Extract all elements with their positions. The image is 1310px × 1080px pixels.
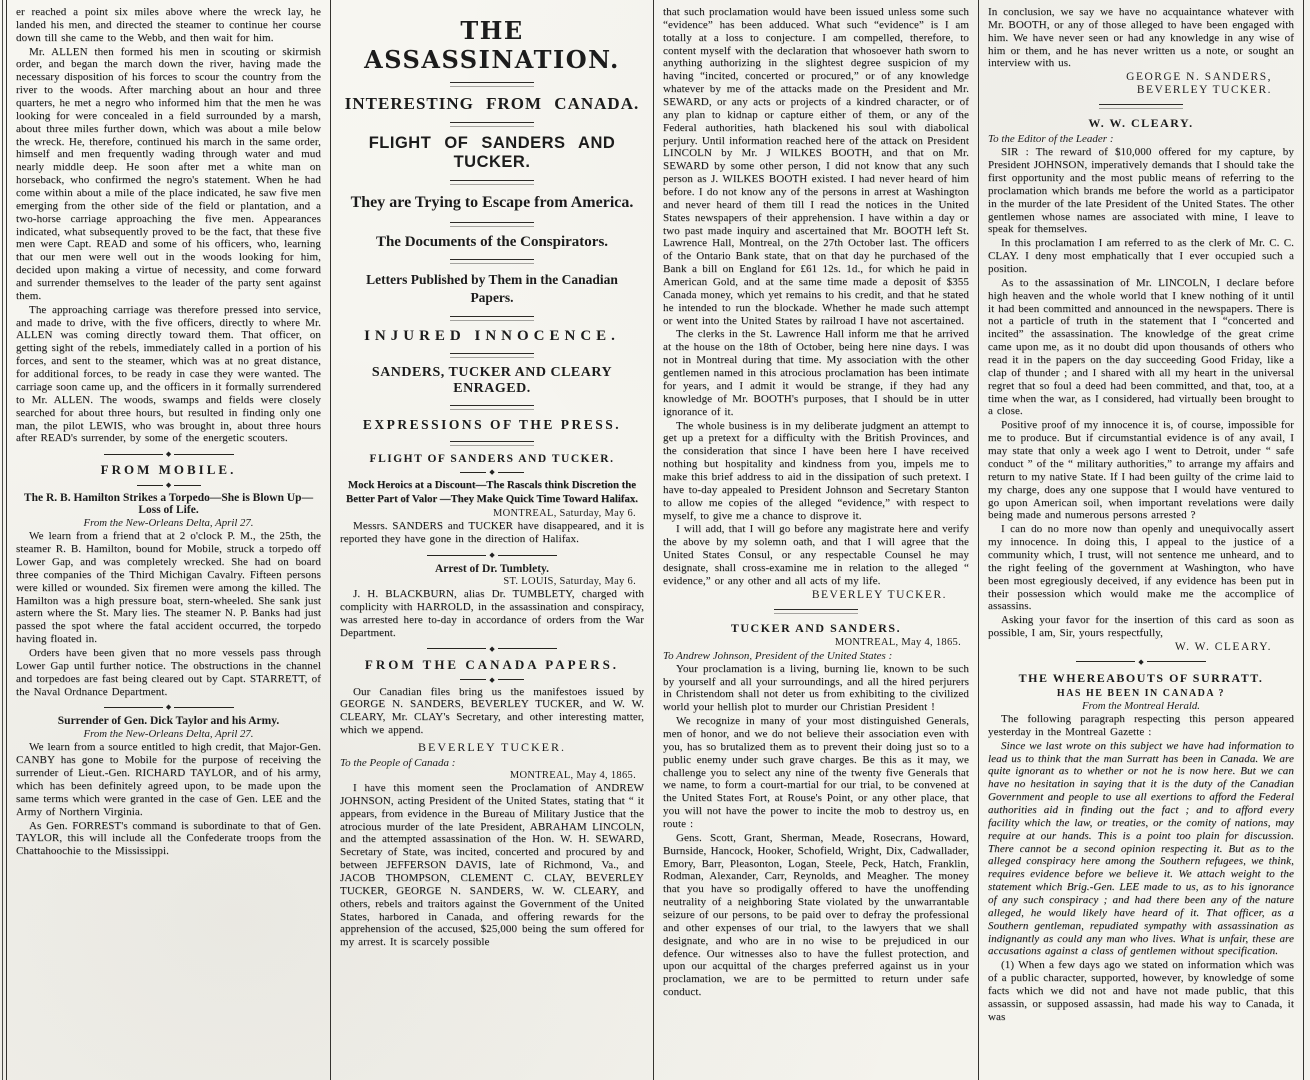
- salutation: To the People of Canada :: [340, 757, 456, 770]
- signature: BEVERLEY TUCKER.: [1136, 84, 1272, 97]
- body-paragraph: I will add, that I will go before any magistrate here and verify the above by my solemn oath, and that I will agree that the United States Consul, or any respectable Counsel he may designate, shall cross-examine me in relation to the alleged “ evidence,” or any other and all acts of my life.: [663, 523, 969, 587]
- ornament-divider: ◆: [104, 703, 234, 711]
- body-paragraph: Mr. ALLEN then formed his men in scouting or skirmish order, and began the march down the river, having made the necessary disposition of his forces to scour the country from the river to the woods. After marching about an hour and three quarters, he met a negro who informed him that the men he was looking for were concealed in a field surrounded by a marsh, about three miles further down, which was about a mile below the wreck. He, therefore, continued his march in the same order, himself and men frequently wading through water and mud nearly middle deep. He soon after met a white man on horseback, who confirmed the negro's statement. When he had come within about a mile of the place indicated, he saw five men emerging from the other side of the field or plantation, and a two-horse carriage approaching the five men. Appearances indicated, what subsequently proved to be the fact, that these five men were Capt. READ and some of his officers, who, learning that our men were well out in the woods looking for him, decided upon making a virtue of necessity, and come forward and surrender themselves to the leader of the party sent against them.: [16, 45, 321, 302]
- deck-headline: EXPRESSIONS OF THE PRESS.: [362, 417, 622, 433]
- divider-rule: [450, 82, 534, 87]
- divider-rule: [450, 316, 534, 321]
- dateline: ST. LOUIS, Saturday, May 6.: [503, 576, 636, 588]
- divider-rule: [450, 353, 534, 358]
- article-subheading: HAS HE BEEN IN CANADA ?: [1056, 687, 1226, 699]
- deck-headline: FLIGHT OF SANDERS AND TUCKER.: [368, 134, 616, 171]
- body-paragraph: I can do no more now than openly and unequivocally assert my innocence. In doing this, I appeal to the justice of a community which, I trust, will not sentence me unheard, and to the right feeling of the government at Washington, who have been most egregiously deceived, if any evidence has been put in their possession which would make me the accomplice of assassins.: [988, 523, 1294, 613]
- body-paragraph: I have this moment seen the Proclamation of ANDREW JOHNSON, acting President of the United States, stating that “ it appears, from evidence in the Bureau of Military Justice that the atrocious murder of the late President, ABRAHAM LINCOLN, and the attempted assassination of the Hon. W. H. SEWARD, Secretary of State, was incited, concerted and procured by and between JEFFERSON DAVIS, late of Richmond, Va., and JACOB THOMPSON, CLEMENT C. CLAY, BEVERLEY TUCKER, GEORGE N. SANDERS, W. W. CLEARY, and others, rebels and traitors against the Government of the United States, harbored in Canada, and offering rewards for the apprehension of the accused, $25,000 being the sum offered for my arrest. It is scarcely possible: [340, 782, 644, 949]
- article-heading: TUCKER AND SANDERS.: [730, 620, 902, 635]
- deck-headline: SANDERS, TUCKER AND CLEARY ENRAGED.: [371, 365, 613, 397]
- body-paragraph: Messrs. SANDERS and TUCKER have disappeared, and it is reported they have gone in the direction of Halifax.: [340, 520, 644, 546]
- body-paragraph: We learn from a friend that at 2 o'clock P. M., the 25th, the steamer R. B. Hamilton, bound for Mobile, struck a torpedo off Lower Gap, and was completely wrecked. She had on board three companies of the Third Michigan Cavalry. Fifteen persons were killed or wounded. Six firemen were among the killed. The Hamilton was a high pressure boat, stern-wheeled. She sank just astern where the St. Mary lies. The steamer N. P. Banks had just passed the spot where the fatal accident occurred, the torpedo having floated in.: [16, 530, 321, 646]
- article-subhead: The R. B. Hamilton Strikes a Torpedo—She is Blown Up—Loss of Life.: [23, 492, 314, 517]
- ornament-divider: ◆: [427, 551, 557, 559]
- deck-headline: INJURED INNOCENCE.: [364, 328, 620, 345]
- main-headline: THE ASSASSINATION.: [364, 16, 620, 74]
- body-paragraph: Our Canadian files bring us the manifestoes issued by GEORGE N. SANDERS, BEVERLEY TUCKER, and W. W. CLEARY, Mr. CLAY's Secretary, and other interesting matter, which we append.: [340, 685, 644, 737]
- body-paragraph: We learn from a source entitled to high credit, that Major-Gen. CANBY has gone to Mobile for the purpose of receiving the surrender of Lieut.-Gen. RICHARD TAYLOR, and of his army, which has been definitely agreed upon, to be made upon the same terms which were granted in the case of Gen. LEE and the Army of Northern Virginia.: [16, 741, 321, 818]
- signature: W. W. CLEARY.: [1174, 640, 1272, 653]
- body-paragraph: We recognize in many of your most distinguished Generals, men of honor, and we do not believe their association even with you, has so brutalized them as to prevent their doing just so to a public enemy under such grave charges. Be this as it may, we challenge you to select any nine of the twenty five Generals that we name, to form a court-martial for our trial, to be convened at the United States Fort, at Rouse's Point, or any other place, that you will not have the power to incite the mob to destroy us, en route :: [663, 715, 969, 830]
- newspaper-column-3: [653, 0, 978, 1080]
- body-paragraph: As Gen. FORREST's command is subordinate to that of Gen. TAYLOR, this will include all the Confederate troops from the Chattahoochie to the Mississippi.: [16, 819, 321, 858]
- body-paragraph: As to the assassination of Mr. LINCOLN, I declare before high heaven and the whole world that I knew nothing of it until it had been committed and announced in the newspapers. There is not a particle of truth in the statement that I “concerted and incited” the assassination. The knowledge of the great crime came upon me, as it no doubt did upon thousands of others who read it in the papers on the day succeeding Good Friday, like a clap of thunder ; and I shared with all my heart in the universal regret that so foul a deed had been committed, and that, too, at a time when the war, as I considered, had virtually been brought to a close.: [988, 276, 1294, 418]
- body-paragraph: In conclusion, we say we have no acquaintance whatever with Mr. BOOTH, or any of those alleged to have been engaged with him. We have never seen or had any knowledge in any wise of him or them, and he has never written us a note, or sought an interview with us.: [988, 6, 1294, 70]
- body-paragraph: er reached a point six miles above where the wreck lay, he landed his men, and directed the steamer to continue her course down till she came to the Webb, and then wait for him.: [16, 6, 321, 44]
- source-line: From the New-Orleans Delta, April 27.: [83, 728, 254, 741]
- body-paragraph: (1) When a few days ago we stated on information which was of a public character, supported, however, by knowledge of some facts which we did not and have not made public, that this assassin, or supposed assassin, had made his way to Canada, it was: [988, 959, 1294, 1023]
- divider-rule: [1099, 104, 1183, 109]
- body-paragraph: The whole business is in my deliberate judgment an attempt to get up a pretext for a difficulty with the British Provinces, and the consideration that since I have been here I have received nothing but hospitality and kindness from you, impels me to make this brief address to aid in the dissipation of such pretext. I have to-day appealed to President Johnson and Secretary Stanton to allow me copies of the alleged “evidence,” with respect to myself, to give me a chance to disprove it.: [663, 419, 969, 522]
- body-paragraph: SIR : The reward of $10,000 offered for my capture, by President JOHNSON, imperatively demands that I should take the first opportunity and the most public means of referring to the proclamation which brands me before the world as a participator in the murder of the late President of the United States. The other gentlemen whose names are associated with mine, I leave to speak for themselves.: [988, 146, 1294, 236]
- salutation: To Andrew Johnson, President of the United States :: [663, 649, 893, 662]
- deck-headline: Letters Published by Them in the Canadian Papers.: [366, 271, 618, 306]
- divider-rule: [450, 259, 534, 264]
- salutation: To the Editor of the Leader :: [988, 133, 1114, 146]
- body-paragraph: The following paragraph respecting this person appeared yesterday in the Montreal Gazette :: [988, 712, 1294, 738]
- source-line: From the New-Orleans Delta, April 27.: [83, 517, 254, 530]
- body-paragraph: that such proclamation would have been issued unless some such “evidence” has been adduced. What such “evidence” is I am totally at a loss to conjecture. I am compelled, therefore, to content myself with the declaration that whosoever hath sworn to anything authorizing in the slightest degree suspicion of my having “incited, concerted or procured,” or of any knowledge whatever by me of the attacks made on the President and Mr. SEWARD, or any acts or projects of a kindred character, or of any plan to kidnap or capture either of them, or any of the Federal authorities, hath blackened his soul with diabolical perjury. Until information reached here of the attack on President LINCOLN by Mr. J WILKES BOOTH, and that on Mr. SEWARD by some other person, I did not know that any such person as J. WILKES BOOTH existed. I had never heard of him before. I do not know any of the persons in arrest at Washington and never heard of them till I read the notices in the United States newspapers of their apprehension. I have within a day or two past made inquiry and ascertained that Mr. BOOTH left St. Lawrence Hall, Montreal, on the 27th October last. The officers of the Ontario Bank state, that on that day he purchased of the Bank a bill on England for £61 12s. 1d., for which he paid in American Gold, and at the same time made a deposit of $355 Canada money, which yet remains to his credit, and that he stated he intended to run the blockade. Whether he made such attempt or went into the United States by railroad I have not ascertained.: [663, 6, 969, 327]
- deck-headline: They are Trying to Escape from America.: [350, 194, 634, 211]
- body-paragraph: J. H. BLACKBURN, alias Dr. TUMBLETY, charged with complicity with HARROLD, in the assassination and conspiracy, was arrested here to-day in accordance of orders from the War Department.: [340, 588, 644, 639]
- divider-rule: [450, 441, 534, 446]
- deck-headline: INTERESTING FROM CANADA.: [344, 94, 640, 113]
- ornament-divider: ◆: [460, 676, 524, 684]
- article-subhead: Arrest of Dr. Tumblety.: [434, 563, 550, 576]
- signature: GEORGE N. SANDERS,: [1126, 71, 1272, 84]
- dateline: MONTREAL, May 4, 1865.: [834, 636, 961, 648]
- dateline: MONTREAL, May 4, 1865.: [509, 770, 636, 782]
- divider-rule: [450, 222, 534, 227]
- section-heading: FROM MOBILE.: [100, 462, 237, 478]
- ornament-divider: ◆: [137, 481, 201, 489]
- section-heading: FLIGHT OF SANDERS AND TUCKER.: [369, 453, 615, 466]
- body-paragraph: Positive proof of my innocence it is, of course, impossible for me to produce. But if circumstantial evidence is of any avail, I may state that only a week ago I went to Detroit, under “ safe conduct ” of the “ military authorities,” to arrange my affairs and return to my native State. If I had been guilty of the crime laid to my charge, does any one suppose that I would have ventured to go upon American soil, when important revelations were daily being made and numerous persons arrested ?: [988, 419, 1294, 522]
- divider-rule: [774, 609, 858, 614]
- body-paragraph: Gens. Scott, Grant, Sherman, Meade, Rosecrans, Howard, Burnside, Hancock, Hooker, Schofield, Wright, Dix, Cadwallader, Emory, Barr, Pleasonton, Logan, Steele, Peck, Hatch, Franklin, Rodman, Alexander, Carr, Reynolds, and Meagher. The money that you have so prodigally offered to have the unoffending neutrality of a neighboring State violated by the unwarrantable seizure of our persons, to be paid over to defray the professional and other expenses of our trial, to the lawyers that we shall designate, and who are in no wise to be prejudiced in our defence. Our witnesses also to have the fullest protection, and upon our acquittal of the charges preferred against us in your proclamation, we are to be permitted to return under safe conduct.: [663, 831, 969, 999]
- ornament-divider: ◆: [427, 645, 557, 653]
- source-line: From the Montreal Herald.: [1082, 699, 1200, 712]
- deck-headline: The Documents of the Conspirators.: [375, 233, 609, 250]
- divider-rule: [450, 122, 534, 127]
- dateline: MONTREAL, Saturday, May 6.: [492, 508, 636, 520]
- body-paragraph: The approaching carriage was therefore pressed into service, and made to drive, with the five officers, directly to where Mr. ALLEN was coming directly toward them. That officer, on getting sight of the rebels, immediately called in a portion of his forces, and sent to the steamer, which was at no great distance, for additional forces, to be ready in case they were wanted. The carriage soon came up, and the officers in it formally surrendered to Mr. ALLEN. The woods, swamps and fields were closely searched for about three hours, but resulted in finding only one man, the pilot LEWIS, who was brought in, about three hours after READ's surrender, by some of the energetic scouters.: [16, 303, 321, 445]
- section-heading: FROM THE CANADA PAPERS.: [364, 656, 620, 672]
- article-heading: W. W. CLEARY.: [1088, 116, 1194, 131]
- ornament-divider: ◆: [104, 450, 234, 458]
- article-subhead: Surrender of Gen. Dick Taylor and his Army.: [57, 715, 280, 728]
- newspaper-column-1: [6, 0, 330, 1080]
- body-paragraph: The clerks in the St. Lawrence Hall inform me that he arrived at the house on the 18th of October, being here nine days. I was not in Montreal during that time. My association with the other gentlemen named in this atrocious proclamation has been intimate for years, and I admit it would be strange, if they had any knowledge of Mr. BOOTH's purposes, that I should be in utter ignorance of it.: [663, 328, 969, 418]
- divider-rule: [450, 405, 534, 410]
- body-paragraph: Asking your favor for the insertion of this card as soon as possible, I am, Sir, yours respectfully,: [988, 614, 1294, 640]
- divider-rule: [450, 180, 534, 185]
- article-subhead: Mock Heroics at a Discount—The Rascals think Discretion the Better Part of Valor —They Make Quick Time Toward Halifax.: [346, 479, 638, 506]
- signature: BEVERLEY TUCKER.: [811, 588, 947, 601]
- signature: BEVERLEY TUCKER.: [418, 740, 566, 755]
- newspaper-column-2: [330, 0, 653, 1080]
- ornament-divider: ◆: [1076, 658, 1206, 666]
- ornament-divider: ◆: [460, 468, 524, 476]
- body-paragraph: In this proclamation I am referred to as the clerk of Mr. C. C. CLAY. I deny most emphatically that I ever occupied such a position.: [988, 237, 1294, 276]
- body-paragraph: Orders have been given that no more vessels pass through Lower Gap until further notice. The obstructions in the channel and torpedoes are fast being cleared out by Capt. STARRETT, of the Naval Ordnance Department.: [16, 646, 321, 698]
- quoted-paragraph: Since we last wrote on this subject we have had information to lead us to think that the man Surratt has been in Canada. We are quite ignorant as to whether or not he is now here. But we can have no hesitation in saying that it is the duty of the Canadian Government and people to use all exertions to afford the Federal authorities aid in finding out the fact ; and to afford every facility which the law, or treaties, or the comity of nations, may require at our hands. This is a point too plain for discussion. There cannot be a second opinion respecting it. But as to the alleged conspiracy here among the Southern refugees, we think, requires evidence before we believe it. We attach weight to the statement which Brig.-Gen. LEE made to us, as to his ignorance of any such conspiracy ; and had there been any of the nature alleged, he would likely have heard of it. That officer, as a Southern gentleman, repudiated sympathy with assassination as indignantly as could any man who lives. What is unfair, these are accusations against a class of gentlemen without specification.: [988, 739, 1294, 958]
- article-heading: THE WHEREABOUTS OF SURRATT.: [1018, 670, 1264, 685]
- body-paragraph: Your proclamation is a living, burning lie, known to be such by yourself and all your surroundings, and all the hired perjurers in Christendom shall not deter us from exhibiting to the civilized world your hellish plot to murder our Christian President !: [663, 662, 969, 714]
- newspaper-column-4: [978, 0, 1304, 1080]
